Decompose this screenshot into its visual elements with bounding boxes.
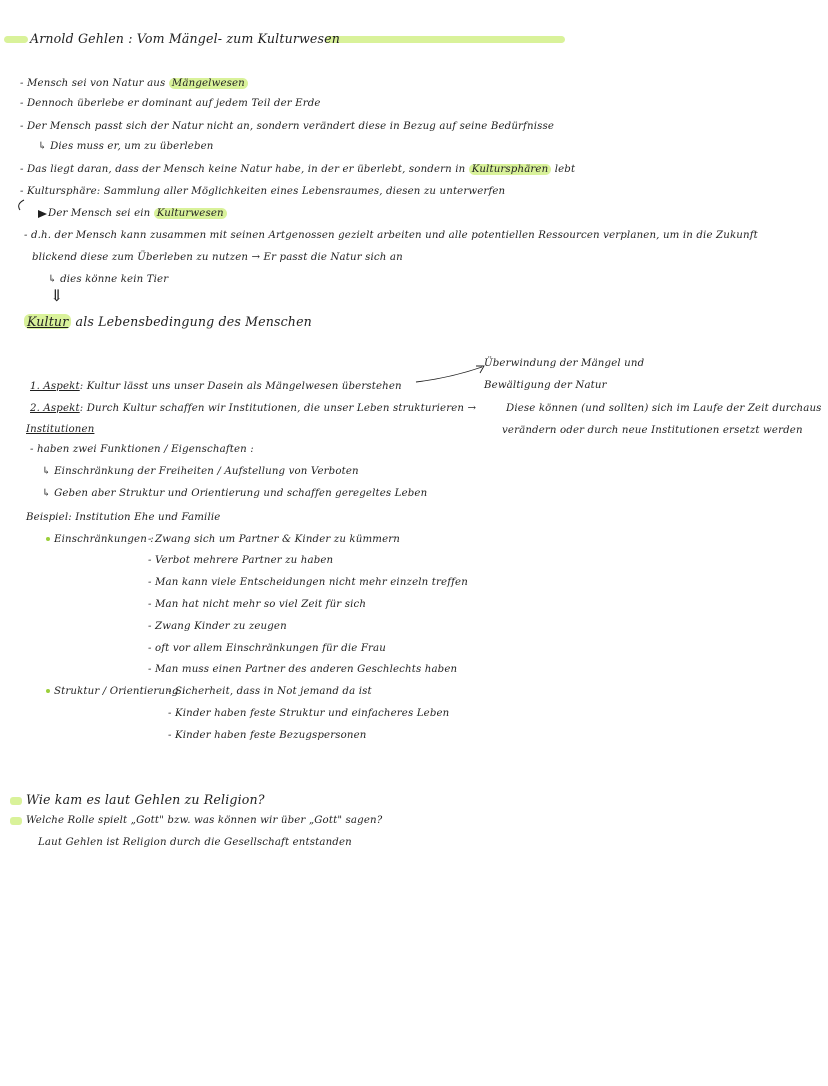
kultursphaeren-highlight: Kultursphären xyxy=(469,164,552,175)
aspekt-2 xyxy=(30,402,476,416)
struktur-label xyxy=(46,685,186,699)
note-line-8: - d.h. der Mensch kann zusammen mit seinen Artgenossen gezielt arbeiten und alle potentiellen Ressourcen verplanen, um in die Zukunft xyxy=(24,230,758,241)
question-2: Welche Rolle spielt „Gott" bzw. was können wir über „Gott" sagen? xyxy=(26,815,383,826)
page-title: Arnold Gehlen : Vom Mängel- zum Kulturwesen xyxy=(30,31,341,46)
struktur-item: - Kinder haben feste Struktur und einfacheres Leben xyxy=(168,708,450,719)
funktionen-line: - haben zwei Funktionen / Eigenschaften : xyxy=(30,444,254,455)
note-line-1 xyxy=(20,77,248,91)
side-note-1: Überwindung der Mängel und xyxy=(484,358,645,369)
note-line-9: blickend diese zum Überleben zu nutzen → Er passt die Natur sich an xyxy=(32,252,403,263)
note-line-1-text: - Mensch sei von Natur aus xyxy=(20,78,166,89)
einschraenkung-item: - oft vor allem Einschränkungen für die Frau xyxy=(148,643,386,654)
institutionen-heading xyxy=(26,423,94,437)
note-line-3: - Der Mensch passt sich der Natur nicht an, sondern verändert diese in Bezug auf seine Bedürfnisse xyxy=(20,121,555,132)
note-line-5 xyxy=(20,163,575,177)
aspekt-2-note-1: Diese können (und sollten) sich im Laufe der Zeit durchaus xyxy=(506,403,822,414)
question-marker xyxy=(10,817,22,825)
funktion-2: ↳ Geben aber Struktur und Orientierung und schaffen geregeltes Leben xyxy=(42,488,428,499)
einschraenkung-item: - Verbot mehrere Partner zu haben xyxy=(148,555,334,566)
curved-arrow-icon xyxy=(14,198,50,220)
einschraenkungen-label xyxy=(46,533,154,547)
struktur-text: Struktur / Orientierung : xyxy=(54,686,186,697)
aspekt-2-label: 2. Aspekt xyxy=(30,403,80,414)
einschraenkung-item: - Man muss einen Partner des anderen Geschlechts haben xyxy=(148,664,458,675)
note-line-2: - Dennoch überlebe er dominant auf jedem Teil der Erde xyxy=(20,98,321,109)
aspekt-1-text: : Kultur lässt uns unser Dasein als Mängelwesen überstehen xyxy=(79,381,402,392)
kultur-heading-rest: als Lebensbedingung des Menschen xyxy=(75,314,312,329)
bullet-icon xyxy=(46,537,50,541)
funktion-1: ↳ Einschränkung der Freiheiten / Aufstellung von Verboten xyxy=(42,466,359,477)
note-line-6: - Kultursphäre: Sammlung aller Möglichkeiten eines Lebensraumes, diesen zu unterwerfen xyxy=(20,186,506,197)
kultur-highlight: Kultur xyxy=(24,314,71,329)
aspekt-2-note-2: verändern oder durch neue Institutionen ersetzt werden xyxy=(502,425,803,436)
title-highlight-right xyxy=(325,36,565,43)
note-line-5-text: - Das liegt daran, dass der Mensch keine Natur habe, in der er überlebt, sondern in xyxy=(20,164,466,175)
answer-1: Laut Gehlen ist Religion durch die Gesellschaft entstanden xyxy=(38,837,352,848)
aspekt-2-text: : Durch Kultur schaffen wir Institutionen, die unser Leben strukturieren → xyxy=(79,403,477,414)
bullet-icon xyxy=(46,689,50,693)
beispiel-line: Beispiel: Institution Ehe und Familie xyxy=(26,512,221,523)
note-line-5-suffix: lebt xyxy=(554,164,576,175)
kultur-heading xyxy=(24,314,312,330)
note-line-10: ↳ dies könne kein Tier xyxy=(48,274,169,285)
einschraenkung-item: - Man kann viele Entscheidungen nicht mehr einzeln treffen xyxy=(148,577,468,588)
kulturwesen-highlight: Kulturwesen xyxy=(154,208,227,219)
note-line-7-text: Der Mensch sei ein xyxy=(48,208,151,219)
institutionen-label: Institutionen xyxy=(26,424,95,435)
aspekt-1-label: 1. Aspekt xyxy=(30,381,80,392)
double-arrow-down-icon: ⇓ xyxy=(50,286,64,305)
aspekt-1 xyxy=(30,380,402,394)
side-note-2: Bewältigung der Natur xyxy=(484,380,607,391)
question-marker xyxy=(10,797,22,805)
struktur-item: - Kinder haben feste Bezugspersonen xyxy=(168,730,367,741)
einschraenkung-item: - Zwang sich um Partner & Kinder zu kümmern xyxy=(148,534,400,545)
arrow-to-side-note-icon xyxy=(414,364,486,384)
einschraenkungen-text: Einschränkungen : xyxy=(54,534,154,545)
struktur-item: - Sicherheit, dass in Not jemand da ist xyxy=(168,686,372,697)
maengelwesen-highlight: Mängelwesen xyxy=(169,78,248,89)
einschraenkung-item: - Zwang Kinder zu zeugen xyxy=(148,621,287,632)
question-1: Wie kam es laut Gehlen zu Religion? xyxy=(26,792,265,807)
note-line-4: ↳ Dies muss er, um zu überleben xyxy=(38,141,214,152)
einschraenkung-item: - Man hat nicht mehr so viel Zeit für sich xyxy=(148,599,367,610)
title-highlight-left xyxy=(4,36,28,43)
note-line-7 xyxy=(48,207,227,221)
